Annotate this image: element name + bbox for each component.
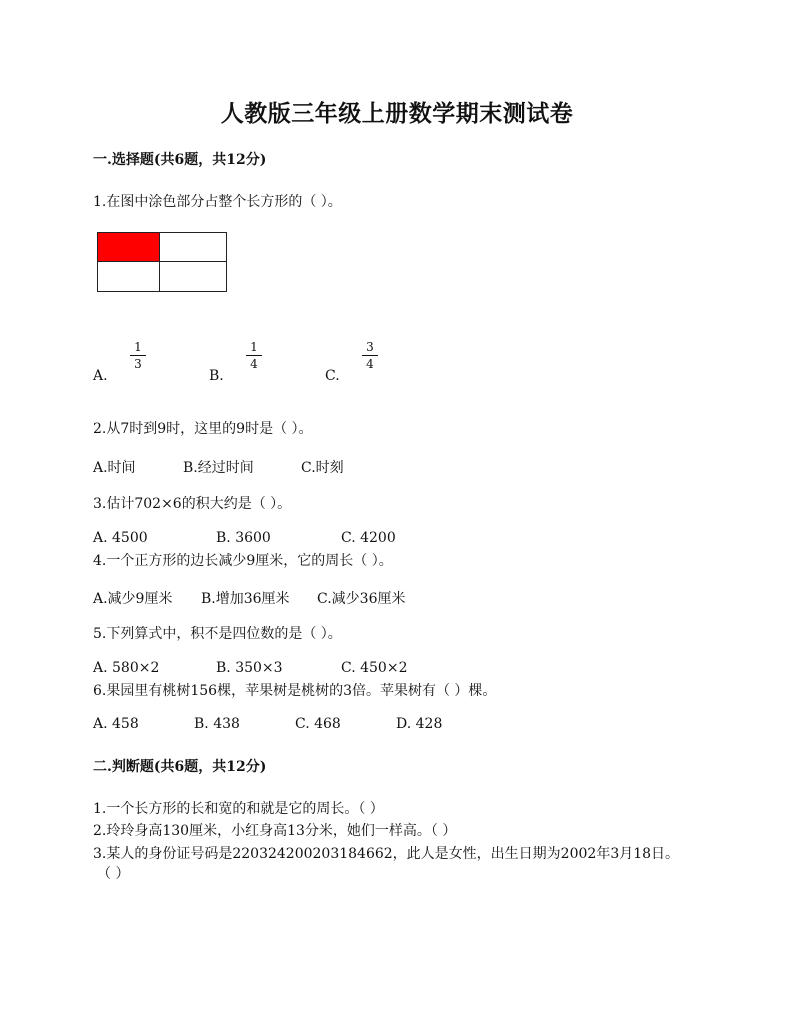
section-heading-choice: 一.选择题(共6题，共12分) bbox=[93, 152, 267, 168]
unshaded-cell bbox=[160, 233, 226, 262]
q5-option-c: C. 450×2 bbox=[341, 660, 408, 676]
fraction-denominator: 3 bbox=[134, 357, 142, 371]
unshaded-cell bbox=[98, 262, 160, 291]
option-c-label: C. bbox=[325, 368, 340, 384]
question-1: 1.在图中涂色部分占整个长方形的（ ）。 bbox=[93, 194, 342, 210]
shaded-cell bbox=[98, 233, 160, 262]
fraction-rectangle-figure bbox=[97, 232, 227, 292]
q4-option-a: A.减少9厘米 bbox=[93, 591, 173, 607]
judgment-3: 3.某人的身份证号码是220324200203184662，此人是女性，出生日期为2002年3月18日。 bbox=[93, 846, 680, 862]
unshaded-cell bbox=[160, 262, 226, 291]
fraction-numerator: 3 bbox=[366, 340, 374, 354]
fraction-denominator: 4 bbox=[250, 357, 258, 371]
q5-option-b: B. 350×3 bbox=[216, 660, 283, 676]
question-3: 3.估计702×6的积大约是（ ）。 bbox=[93, 496, 292, 512]
q6-option-c: C. 468 bbox=[295, 716, 341, 732]
option-b-label: B. bbox=[209, 368, 224, 384]
q6-option-a: A. 458 bbox=[93, 716, 139, 732]
judgment-1: 1.一个长方形的长和宽的和就是它的周长。（ ） bbox=[93, 801, 384, 817]
q3-option-b: B. 3600 bbox=[216, 530, 271, 546]
option-a-label: A. bbox=[93, 368, 108, 384]
q2-option-b: B.经过时间 bbox=[183, 460, 254, 476]
fraction-numerator: 1 bbox=[250, 340, 258, 354]
q3-option-a: A. 4500 bbox=[93, 530, 148, 546]
question-2: 2.从7时到9时，这里的9时是（ ）。 bbox=[93, 421, 313, 437]
judgment-3-blank: （ ） bbox=[97, 866, 130, 882]
q6-option-b: B. 438 bbox=[194, 716, 240, 732]
q4-option-c: C.减少36厘米 bbox=[317, 591, 406, 607]
q5-option-a: A. 580×2 bbox=[93, 660, 160, 676]
q2-option-a: A.时间 bbox=[93, 460, 136, 476]
question-5: 5.下列算式中，积不是四位数的是（ ）。 bbox=[93, 626, 342, 642]
q3-option-c: C. 4200 bbox=[341, 530, 396, 546]
judgment-2: 2.玲玲身高130厘米，小红身高13分米，她们一样高。（ ） bbox=[93, 823, 457, 839]
q4-option-b: B.增加36厘米 bbox=[201, 591, 290, 607]
option-b-fraction bbox=[246, 340, 262, 371]
q6-option-d: D. 428 bbox=[396, 716, 443, 732]
fraction-denominator: 4 bbox=[366, 357, 374, 371]
option-a-fraction bbox=[130, 340, 146, 371]
question-4: 4.一个正方形的边长减少9厘米，它的周长（ ）。 bbox=[93, 553, 393, 569]
section-heading-judgment: 二.判断题(共6题，共12分) bbox=[93, 759, 267, 775]
option-c-fraction bbox=[362, 340, 378, 371]
q2-option-c: C.时刻 bbox=[301, 460, 344, 476]
page-title: 人教版三年级上册数学期末测试卷 bbox=[220, 100, 574, 127]
question-6: 6.果园里有桃树156棵，苹果树是桃树的3倍。苹果树有（ ）棵。 bbox=[93, 683, 497, 699]
fraction-numerator: 1 bbox=[134, 340, 142, 354]
